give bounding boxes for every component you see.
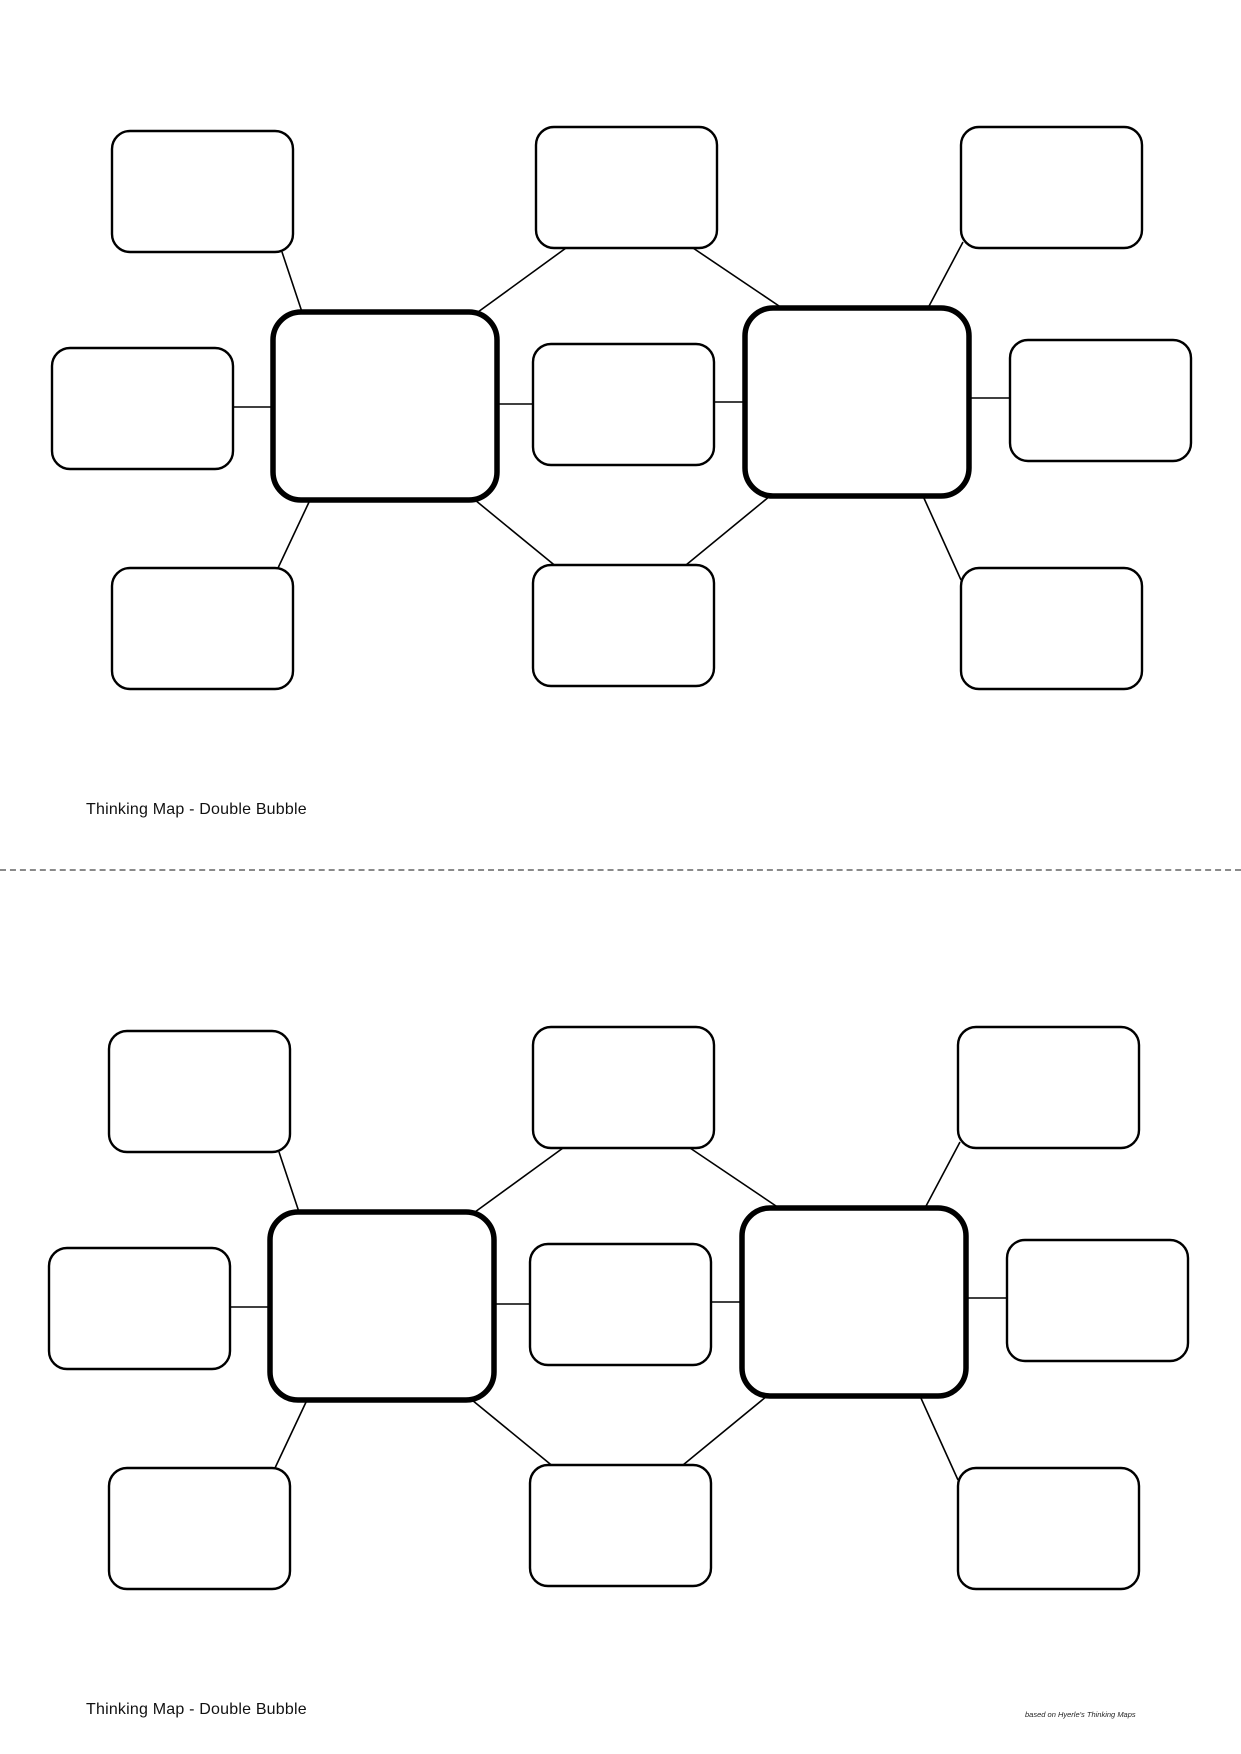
attribute-bubble-right-middle[interactable] xyxy=(1007,1240,1188,1361)
attribute-bubble-left-middle[interactable] xyxy=(52,348,233,469)
attribution-credit: based on Hyerle's Thinking Maps xyxy=(1025,1710,1136,1719)
attribute-bubble-right-bottom[interactable] xyxy=(958,1468,1139,1589)
connector-line xyxy=(475,1148,563,1212)
attribute-bubble-left-bottom[interactable] xyxy=(112,568,293,689)
connector-line xyxy=(686,496,770,565)
attribute-bubble-left-bottom[interactable] xyxy=(109,1468,290,1589)
topic-bubble-right-topic[interactable] xyxy=(745,308,969,496)
connector-line xyxy=(279,1152,299,1212)
connector-line xyxy=(923,496,961,580)
attribute-bubble-shared-bottom[interactable] xyxy=(533,565,714,686)
topic-bubble-right-topic[interactable] xyxy=(742,1208,966,1396)
attribute-bubble-shared-top[interactable] xyxy=(533,1027,714,1148)
topic-bubble-left-topic[interactable] xyxy=(270,1212,494,1400)
attribute-bubble-right-top[interactable] xyxy=(958,1027,1139,1148)
connector-line xyxy=(275,1400,307,1468)
map-caption-bottom: Thinking Map - Double Bubble xyxy=(86,1701,307,1718)
attribute-bubble-shared-top[interactable] xyxy=(536,127,717,248)
connector-line xyxy=(282,252,302,312)
attribute-bubble-right-bottom[interactable] xyxy=(961,568,1142,689)
connector-line xyxy=(478,248,566,312)
attribute-bubble-left-top[interactable] xyxy=(112,131,293,252)
attribute-bubble-shared-middle[interactable] xyxy=(533,344,714,465)
attribute-bubble-right-middle[interactable] xyxy=(1010,340,1191,461)
connector-line xyxy=(920,1396,958,1480)
double-bubble-map-bottom xyxy=(49,1027,1188,1589)
connector-line xyxy=(278,500,310,568)
attribute-bubble-left-middle[interactable] xyxy=(49,1248,230,1369)
attribute-bubble-right-top[interactable] xyxy=(961,127,1142,248)
connector-line xyxy=(683,1396,767,1465)
connector-line xyxy=(690,1148,779,1208)
topic-bubble-left-topic[interactable] xyxy=(273,312,497,500)
attribute-bubble-shared-bottom[interactable] xyxy=(530,1465,711,1586)
connector-line xyxy=(925,1142,960,1208)
map-caption-top: Thinking Map - Double Bubble xyxy=(86,801,307,818)
cut-line-divider xyxy=(0,869,1241,871)
attribute-bubble-left-top[interactable] xyxy=(109,1031,290,1152)
connector-line xyxy=(928,242,963,308)
attribute-bubble-shared-middle[interactable] xyxy=(530,1244,711,1365)
connector-line xyxy=(475,500,558,568)
connector-line xyxy=(693,248,782,308)
double-bubble-map-top xyxy=(52,127,1191,689)
connector-line xyxy=(472,1400,555,1468)
